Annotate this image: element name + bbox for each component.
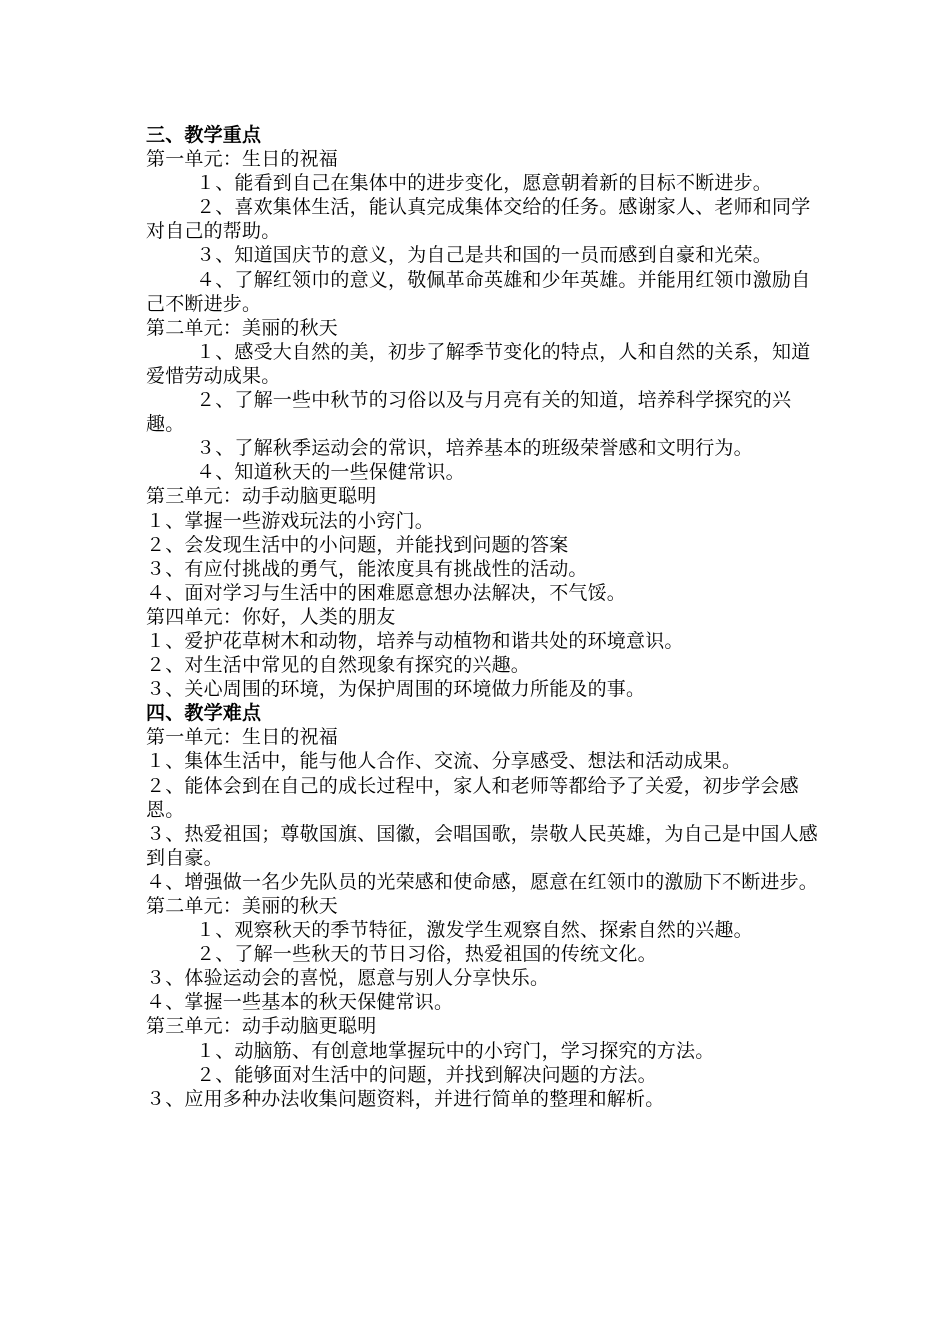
- list-item: ３、关心周围的环境，为保护周围的环境做力所能及的事。: [146, 678, 646, 701]
- unit-title: 第二单元：美丽的秋天: [146, 895, 339, 917]
- list-item: ４、知道秋天的一些保健常识。: [196, 461, 465, 484]
- list-item: ２、能够面对生活中的问题，并找到解决问题的方法。: [196, 1063, 657, 1086]
- list-item: ３、有应付挑战的勇气，能浓度具有挑战性的活动。: [146, 557, 588, 580]
- document-body: [146, 123, 822, 1111]
- list-item: ４、面对学习与生活中的困难愿意想办法解决，不气馁。: [146, 581, 627, 604]
- list-item: ２、能体会到在自己的成长过程中，家人和老师等都给予了关爱，初步学会感恩。: [146, 774, 799, 821]
- unit-title: 第三单元：动手动脑更聪明: [146, 1015, 377, 1038]
- list-item: １、感受大自然的美，初步了解季节变化的特点，人和自然的关系，知道爱惜劳动成果。: [146, 340, 811, 387]
- unit-title: 第二单元：美丽的秋天: [146, 316, 339, 339]
- section-heading-key-points: 三、教学重点: [146, 124, 262, 146]
- list-item: ２、对生活中常见的自然现象有探究的兴趣。: [146, 654, 531, 677]
- list-item: ２、了解一些秋天的节日习俗，热爱祖国的传统文化。: [196, 943, 657, 966]
- unit-title: 第一单元：生日的祝福: [146, 726, 339, 749]
- list-item: ２、了解一些中秋节的习俗以及与月亮有关的知道，培养科学探究的兴趣。: [146, 389, 792, 436]
- list-item: １、集体生活中，能与他人合作、交流、分享感受、想法和活动成果。: [146, 750, 742, 773]
- list-item: １、掌握一些游戏玩法的小窍门。: [146, 509, 435, 532]
- list-item: ３、知道国庆节的意义，为自己是共和国的一员而感到自豪和光荣。: [196, 244, 773, 267]
- list-item: １、观察秋天的季节特征，激发学生观察自然、探索自然的兴趣。: [196, 919, 753, 942]
- list-item: １、爱护花草树木和动物，培养与动植物和谐共处的环境意识。: [146, 629, 684, 652]
- list-item: ２、喜欢集体生活，能认真完成集体交给的任务。感谢家人、老师和同学对自己的帮助。: [146, 196, 811, 243]
- list-item: ３、体验运动会的喜悦，愿意与别人分享快乐。: [146, 967, 550, 990]
- unit-title: 第一单元：生日的祝福: [146, 148, 339, 171]
- list-item: ４、掌握一些基本的秋天保健常识。: [146, 991, 454, 1014]
- list-item: ４、了解红领巾的意义，敬佩革命英雄和少年英雄。并能用红领巾激励自己不断进步。: [146, 268, 811, 315]
- list-item: ２、会发现生活中的小问题，并能找到问题的答案: [146, 533, 569, 556]
- list-item: １、能看到自己在集体中的进步变化，愿意朝着新的目标不断进步。: [196, 172, 773, 195]
- unit-title: 第四单元：你好，人类的朋友: [146, 605, 396, 628]
- section-heading-difficulties: 四、教学难点: [146, 702, 262, 725]
- list-item: ３、热爱祖国；尊敬国旗、国徽，会唱国歌，崇敬人民英雄，为自己是中国人感到自豪。: [146, 822, 819, 869]
- list-item: ３、应用多种办法收集问题资料，并进行简单的整理和解析。: [146, 1087, 665, 1110]
- list-item: １、动脑筋、有创意地掌握玩中的小窍门，学习探究的方法。: [196, 1039, 715, 1062]
- unit-title: 第三单元：动手动脑更聪明: [146, 485, 377, 508]
- list-item: ４、增强做一名少先队员的光荣感和使命感，愿意在红领巾的激励下不断进步。: [146, 870, 819, 893]
- list-item: ３、了解秋季运动会的常识，培养基本的班级荣誉感和文明行为。: [196, 437, 753, 460]
